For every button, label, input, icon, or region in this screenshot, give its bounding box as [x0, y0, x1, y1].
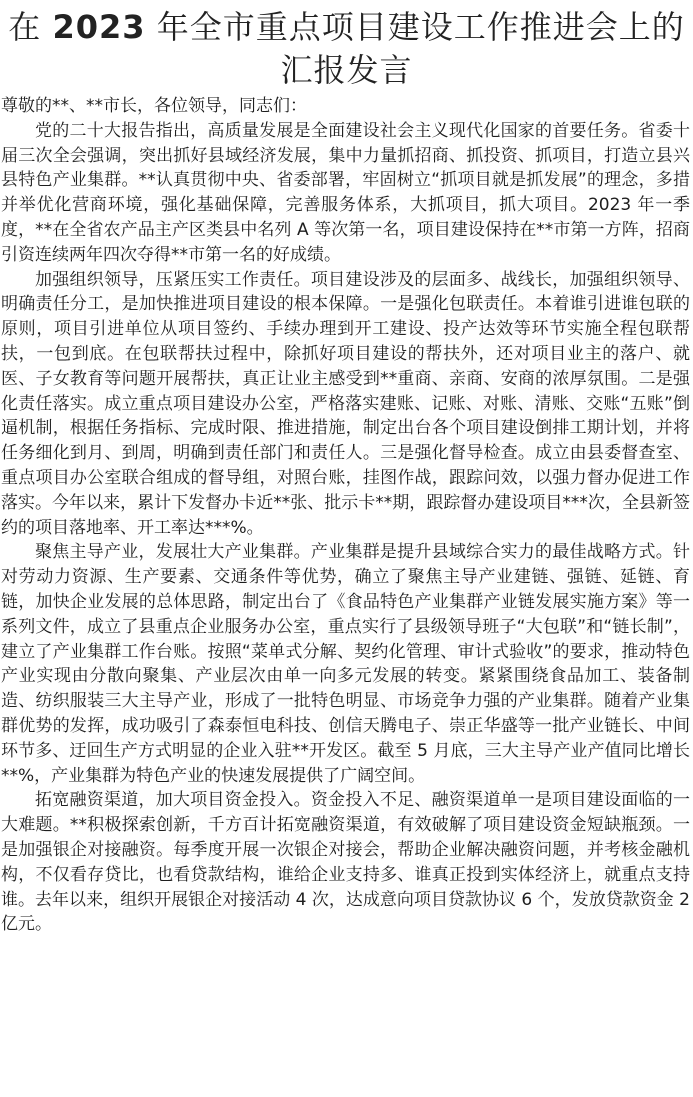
paragraph-industry-cluster: 聚焦主导产业，发展壮大产业集群。产业集群是提升县域综合实力的最佳战略方式。针对劳动力资源、生产要素、交通条件等优势，确立了聚焦主导产业建链、强链、延链、育链，加快企业发展的总体思路，制定出台了《食品特色产业集群产业链发展实施方案》等一系列文件，成立了县重点企业服务办公室，重点实行了县级领导班子“大包联”和“链长制”，建立了产业集群工作台账。按照“菜单式分解、契约化管理、审计式验收”的要求，推动特色产业实现由分散向聚集、产业层次由单一向多元发展的转变。紧紧围绕食品加工、装备制造、纺织服装三大主导产业，形成了一批特色明显、市场竞争力强的产业集群。随着产业集群优势的发挥，成功吸引了森泰恒电科技、创信天腾电子、崇正华盛等一批产业链长、中间环节多、迂回生产方式明显的企业入驻**开发区。截至 5 月底，三大主导产业产值同比增长**%，产业集群为特色产业的快速发展提供了广阔空间。: [1, 542, 690, 786]
paragraph-organization: 加强组织领导，压紧压实工作责任。项目建设涉及的层面多、战线长，加强组织领导、明确责任分工，是加快推进项目建设的根本保障。一是强化包联责任。本着谁引进谁包联的原则，项目引进单位从项目签约、手续办理到开工建设、投产达效等环节实施全程包联帮扶，一包到底。在包联帮扶过程中，除抓好项目建设的帮扶外，还对项目业主的落户、就医、子女教育等问题开展帮扶，真正让业主感受到**重商、亲商、安商的浓厚氛围。二是强化责任落实。成立重点项目建设办公室，严格落实建账、记账、对账、清账、交账“五账”倒逼机制，根据任务指标、完成时限、推进措施，制定出台各个项目建设倒排工期计划，并将任务细化到月、到周，明确到责任部门和责任人。三是强化督导检查。成立由县委督查室、重点项目办公室联合组成的督导组，对照台账，挂图作战，跟踪问效，以强力督办促进工作落实。今年以来，累计下发督办卡近**张、批示卡**期，跟踪督办建设项目***次，全县新签约的项目落地率、开工率达***%。: [1, 269, 690, 538]
document-title: [0, 0, 693, 92]
document-body: [0, 94, 693, 937]
paragraph-intro: 党的二十大报告指出，高质量发展是全面建设社会主义现代化国家的首要任务。省委十届三次全会强调，突出抓好县域经济发展，集中力量抓招商、抓投资、抓项目，打造立县兴县特色产业集群。**认真贯彻中央、省委部署，牢固树立“抓项目就是抓发展”的理念，多措并举优化营商环境，强化基础保障，完善服务体系，大抓项目，抓大项目。2023 年一季度，**在全省农产品主产区类县中名列 A 等次第一名，项目建设保持在**市第一方阵，招商引资连续两年四次夺得**市第一名的好成绩。: [1, 120, 690, 265]
paragraph-financing: 拓宽融资渠道，加大项目资金投入。资金投入不足、融资渠道单一是项目建设面临的一大难题。**积极探索创新，千方百计拓宽融资渠道，有效破解了项目建设资金短缺瓶颈。一是加强银企对接融资。每季度开展一次银企对接会，帮助企业解决融资问题，并考核金融机构，不仅看存贷比，也看贷款结构，谁给企业支持多、谁真正投到实体经济上，就重点支持谁。去年以来，组织开展银企对接活动 4 次，达成意向项目贷款协议 6 个，发放贷款资金 2 亿元。: [1, 790, 690, 935]
salutation: 尊敬的**、**市长，各位领导，同志们：: [1, 96, 307, 116]
title-suffix: 年全市重点项目建设工作推进会上的汇报发言: [145, 8, 685, 89]
title-year: 2023: [52, 8, 146, 46]
title-prefix: 在: [8, 8, 53, 46]
